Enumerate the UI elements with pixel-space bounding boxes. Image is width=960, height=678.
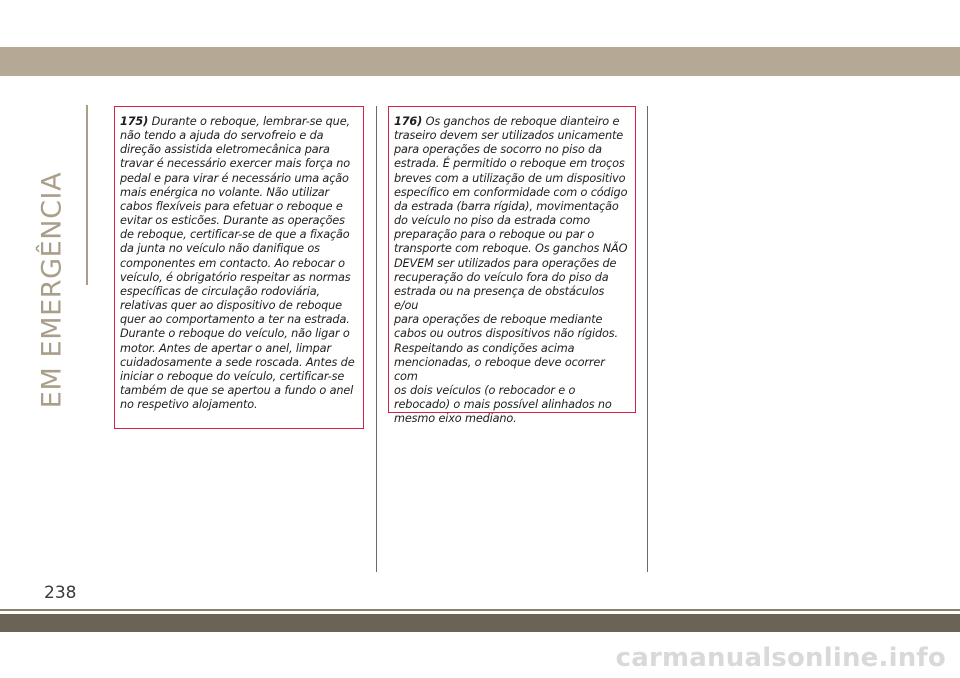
section-title-rule [86,105,88,285]
section-title-text: EM EMERGÊNCIA [36,171,68,409]
note-number: 175) [120,115,149,128]
page-number: 238 [44,583,77,603]
header-band [0,47,960,76]
column-divider-left [376,106,377,572]
footer-band [0,614,960,632]
watermark: carmanualsonline.info [615,643,946,673]
warning-note-175 [114,106,364,429]
note-number: 176) [394,115,423,128]
footer-rule [0,609,960,611]
column-divider-right [647,106,648,572]
warning-note-176 [388,106,636,426]
note-text: Os ganchos de reboque dianteiro e traseiro devem ser utilizados unicamente para operações de socorro no piso da estrada. É permitido o reboque em troços breves com a utilização de um dispositivo específico em conformidade com o código da estrada (barra rígida), movimentação do veículo no piso da estrada como preparação para o reboque ou par o transporte com reboque. Os ganchos NÃO DEVEM ser utilizados para operações de recuperação do veículo fora do piso da estrada ou na presença de obstáculos e/ou para operações de reboque mediante cabos ou outros dispositivos não rígidos. Respeitando as condições acima mencionadas, o reboque deve ocorrer com os dois veículos (o rebocador e o rebocado) o mais possível alinhados no mesmo eixo mediano. [394,115,628,426]
note-text: Durante o reboque, lembrar-se que, não tendo a ajuda do servofreio e da direção assistida eletromecânica para travar é necessário exercer mais força no pedal e para virar é necessário uma ação mais enérgica no volante. Não utilizar cabos flexíveis para efetuar o reboque e evitar os esticões. Durante as operações de reboque, certificar-se de que a fixação da junta no veículo não danifique os componentes em contacto. Ao rebocar o veículo, é obrigatório respeitar as normas específicas de circulação rodoviária, relativas quer ao dispositivo de reboque quer ao comportamento a ter na estrada. Durante o reboque do veículo, não ligar o motor. Antes de apertar o anel, limpar cuidadosamente a sede roscada. Antes de iniciar o reboque do veículo, certificar-se também de que se apertou a fundo o anel no respetivo alojamento. [120,115,355,412]
